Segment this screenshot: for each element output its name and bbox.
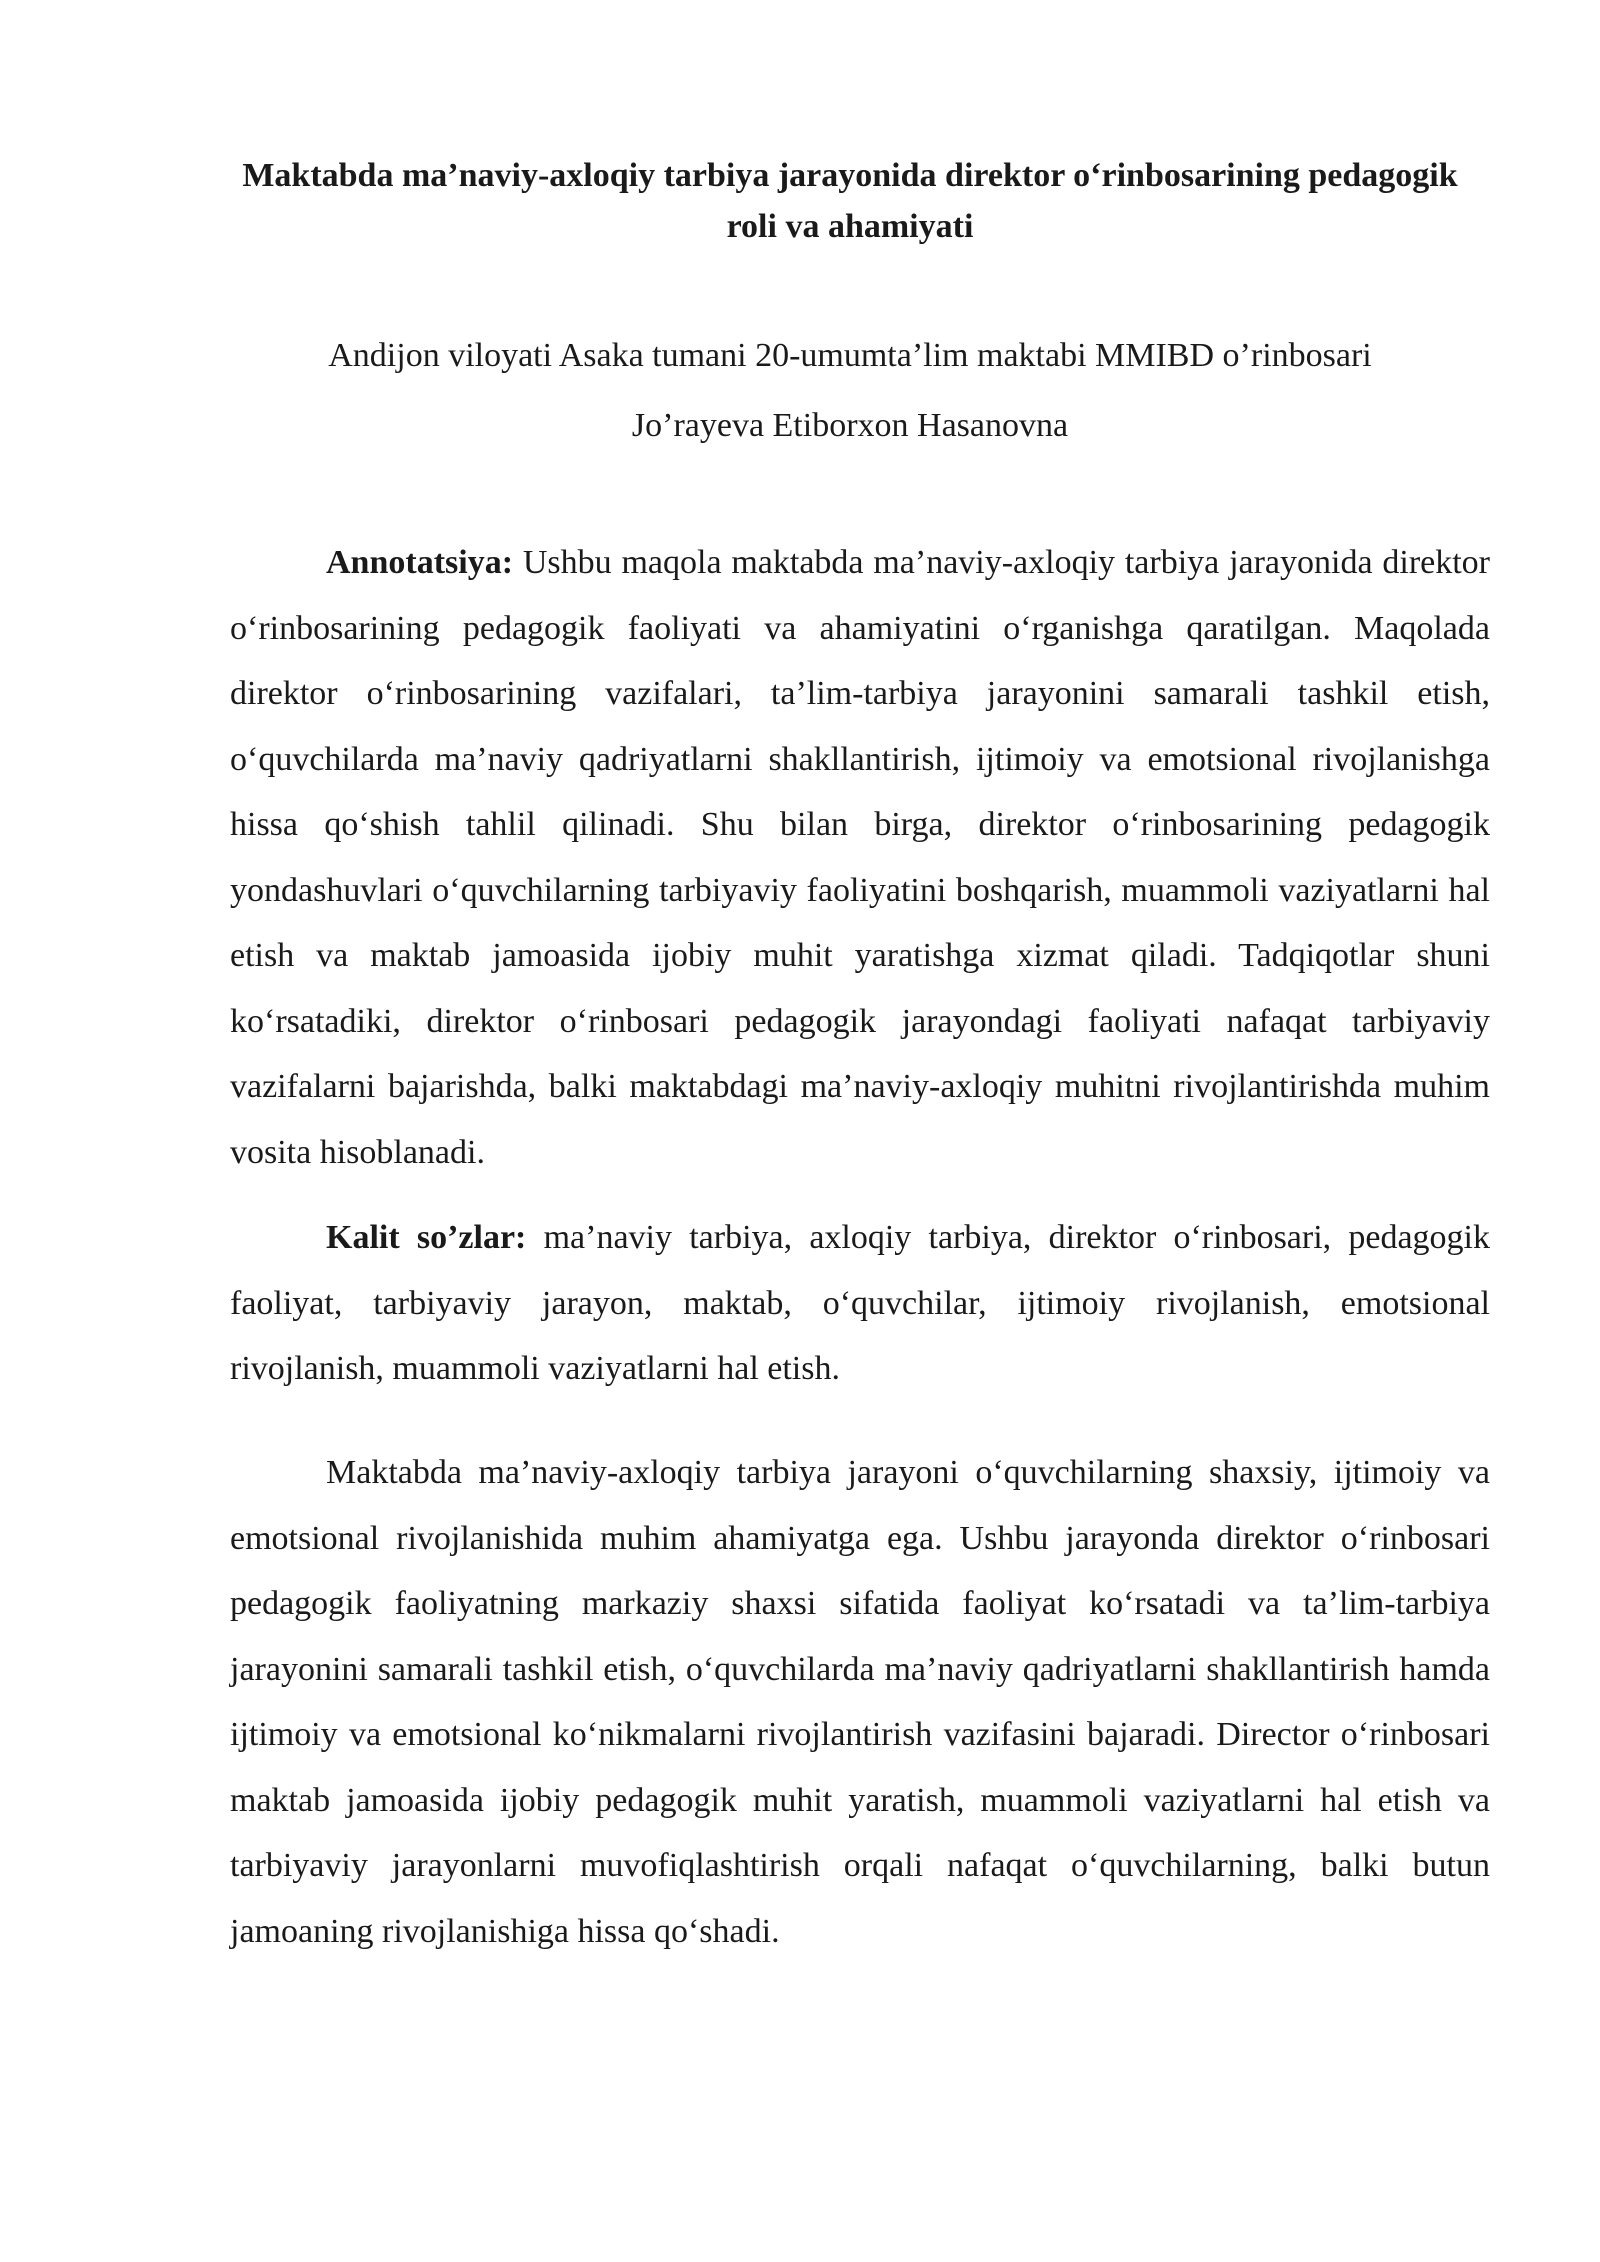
abstract-label: Annotatsiya: xyxy=(326,544,514,581)
abstract-text: Ushbu maqola maktabda ma’naviy-axloqiy tarbiya jarayonida direktor o‘rinbosarining pedagogik faoliyati va ahamiyatini o‘rganishga qaratilgan. Maqolada direktor o‘rinbosarining vazifalari, ta’lim-tarbiya jarayonini samarali tashkil etish, o‘quvchilarda ma’naviy qadriyatlarni shakllantirish, ijtimoiy va emotsional rivojlanishga hissa qo‘shish tahlil qilinadi. Shu bilan birga, direktor o‘rinbosarining pedagogik yondashuvlari o‘quvchilarning tarbiyaviy faoliyatini boshqarish, muammoli vaziyatlarni hal etish va maktab jamoasida ijobiy muhit yaratishga xizmat qiladi. Tadqiqotlar shuni ko‘rsatadiki, direktor o‘rinbosari pedagogik jarayondagi faoliyati nafaqat tarbiyaviy vazifalarni bajarishda, balki maktabdagi ma’naviy-axloqiy muhitni rivojlantirishda muhim vosita hisoblanadi. xyxy=(230,544,1490,1171)
abstract-paragraph xyxy=(230,530,1490,1185)
document-title: Maktabda ma’naviy-axloqiy tarbiya jarayonida direktor o‘rinbosarining pedagogik roli va ahamiyati xyxy=(242,157,1458,245)
keywords-label: Kalit so’zlar: xyxy=(326,1219,527,1256)
author-name: Jo’rayeva Etiborxon Hasanovna xyxy=(631,407,1069,444)
keywords-paragraph xyxy=(230,1205,1490,1402)
keywords-text: ma’naviy tarbiya, axloqiy tarbiya, direktor o‘rinbosari, pedagogik faoliyat, tarbiyaviy jarayon, maktab, o‘quvchilar, ijtimoiy rivojlanish, emotsional rivojlanish, muammoli vaziyatlarni hal etish. xyxy=(230,1219,1490,1387)
author-affiliation: Andijon viloyati Asaka tumani 20-umumta’lim maktabi MMIBD o’rinbosari xyxy=(328,337,1372,374)
body-paragraph: Maktabda ma’naviy-axloqiy tarbiya jarayoni o‘quvchilarning shaxsiy, ijtimoiy va emotsional rivojlanishida muhim ahamiyatga ega. Ushbu jarayonda direktor o‘rinbosari pedagogik faoliyatning markaziy shaxsi sifatida faoliyat ko‘rsatadi va ta’lim-tarbiya jarayonini samarali tashkil etish, o‘quvchilarda ma’naviy qadriyatlarni shakllantirish hamda ijtimoiy va emotsional ko‘nikmalarni rivojlantirish vazifasini bajaradi. Director o‘rinbosari maktab jamoasida ijobiy pedagogik muhit yaratish, muammoli vaziyatlarni hal etish va tarbiyaviy jarayonlarni muvofiqlashtirish orqali nafaqat o‘quvchilarning, balki butun jamoaning rivojlanishiga hissa qo‘shadi. xyxy=(230,1454,1490,1950)
